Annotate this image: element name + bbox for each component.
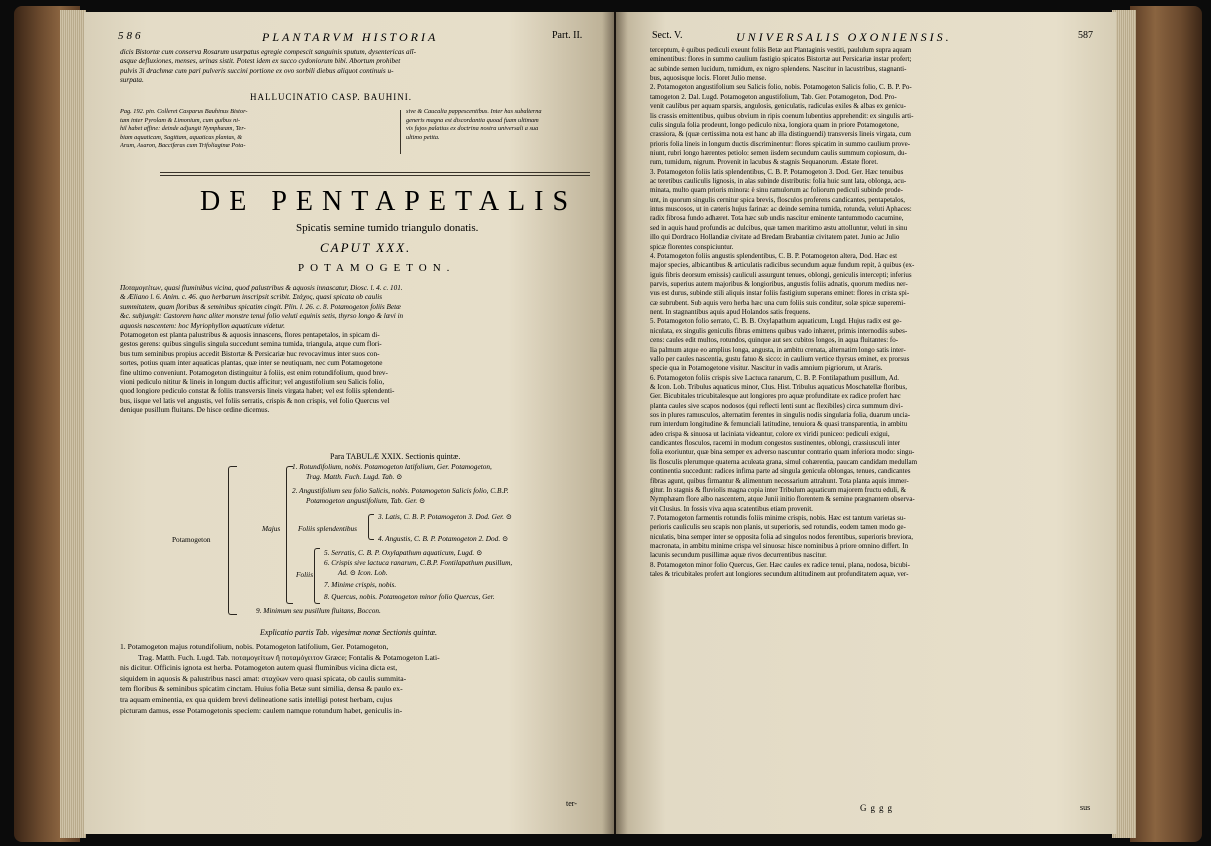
- text-line: ac teretibus cauliculis lignosis, in alas subinde distributis: folia huic sunt lata, oblonga, acu-: [650, 177, 907, 186]
- text-line: candicantes flosculos, racemi in modum congestos sustinentes, oblongi, crassiusculi inter: [650, 439, 901, 448]
- table-row: 4. Angustis, C. B. P. Potamogeton 2. Dod. ⊙: [378, 534, 509, 543]
- text-line: quod longiore pediculo constat & foliis transversis lineis virgata habet; vel est foliis splendenti-: [120, 387, 395, 396]
- text-line: 4. Potamogeton foliis angustis splendentibus, C. B. P. Potamogeton altera, Dod. Hæc est: [650, 251, 898, 260]
- intro-paragraph: [120, 284, 588, 416]
- text-line: Pag. 192. pin. Colleret Casparus Bauhinus Bistor-: [120, 108, 248, 115]
- text-line: prioris folia lineis in longum ductis discriminentur: flores spicatim in summo caulium prove-: [650, 139, 911, 148]
- table-row: 3. Latis, C. B. P. Potamogeton 3. Dod. Ger. ⊙: [378, 512, 512, 521]
- text-line: surpata.: [120, 76, 144, 85]
- text-line: asque defluxiones, menses, urinas sistit. Potest idem ex succo cydoniorum bibi. Abortum prohibet: [120, 57, 401, 66]
- text-line: ac subinde semen lucidum, tumidum, ex nigro splendens. Nascitur in lacustribus, stagnanti-: [650, 64, 907, 73]
- text-line: generis magna est discordantia quoad fuam ultimam: [406, 116, 539, 124]
- left-part-label: Part. II.: [552, 30, 583, 41]
- text-line: tem floribus & seminibus spicatim cinctam. Huius folia Betæ sunt similia, densa & paulo ex-: [120, 684, 403, 694]
- text-line: denique pusillum fluitans. De hisce ordine dicemus.: [120, 406, 270, 415]
- table-row: 6. Crispis sive lactuca ranarum, C.B.P. Fontilapathum pusillum,: [324, 558, 513, 567]
- page-edges-left: [60, 10, 86, 838]
- text-line: & Icon. Lob. Tribulus aquaticus minor, Clus. Hist. Tribulus aquaticus Moschatellæ floribus,: [650, 382, 907, 391]
- text-line: perioris cauliculis seu scapis non planis, ut superioris, sed rotundis, eodem tamen modo ge-: [650, 523, 906, 532]
- text-line: tales & tricubitales profert aut longiores secundum altitudinem aut profunditatem aquæ, ver-: [650, 570, 909, 579]
- table-row: 5. Serratis, C. B. P. Oxylapathum aquaticum, Lugd. ⊙: [324, 548, 483, 557]
- text-line: dicis Bistortæ cum conserva Rosarum usurpatus egregie compescit sanguinis sputum, dysentericas alī-: [120, 48, 416, 56]
- text-line: planta caules sive scapos nodosos (qui reflecti lenti sunt ac flexibiles) circa summum divi-: [650, 401, 903, 410]
- text-line: rum interdum longitudine & femunciali latitudine, tenuiora & quasi transparentia, in ambitu: [650, 420, 908, 429]
- text-line: 7. Potamogeton farmentis rotundis foliis minime crispis, nobis. Hæc est tantum varietas su-: [650, 513, 906, 522]
- table-row: 9. Minimum seu pusillum fluitans, Boccon.: [256, 606, 381, 615]
- explicatio-heading: Explicatio partis Tab. vigesimæ nonæ Sectionis quintæ.: [260, 628, 438, 637]
- text-line: adeo crispa & sinuosa ut laciniata videantur, colore ex viridi puniceo: pediculi exigui,: [650, 429, 890, 438]
- text-line: culis singula folia prodeunt, longo pediculo nixa, longiora quam in priore Potamogetone,: [650, 120, 899, 129]
- hallucinatio-left-column: [120, 108, 395, 151]
- column-divider: [400, 110, 401, 154]
- text-line: sive & Caucalia pappescentibus. Inter has subalterna: [406, 108, 542, 115]
- table-row: 1. Rotundifolium, nobis. Potamogeton latifolium, Ger. Potamogeton,: [292, 462, 492, 471]
- table-brace: [314, 548, 320, 604]
- right-running-title: UNIVERSALIS OXONIENSIS.: [736, 30, 952, 44]
- table-splendentibus-label: Foliis splendentibus: [298, 524, 357, 533]
- text-line: folia exoriuntur, quæ bina semper ex adverso nascuntur contrario quam inferiora modo: singu-: [650, 448, 915, 457]
- text-line: bus, aquosisque locis. Floret Julio mense.: [650, 74, 767, 83]
- text-line: niculatis, bina semper inter se opposita folia ad singulos nodos ferentibus, superioris breviora,: [650, 532, 914, 541]
- text-line: rum, tumidum, nigrum. Provenit in lacubus & stagnis Sequanorum. Æstate floret.: [650, 158, 879, 167]
- right-page-number: 587: [1078, 30, 1093, 41]
- text-line: 1. Potamogeton majus rotundifolium, nobis. Potamogeton latifolium, Ger. Potamogeton,: [120, 642, 389, 651]
- text-line: pulvis 3i drachmæ cum pari pulveris succini portione ex ovo sorbili diebus aliquot continuis u-: [120, 66, 394, 75]
- table-row: 2. Angustifolium seu folio Salicis, nobis. Potamogeton Salicis folio, C.B.P.: [292, 486, 509, 495]
- text-line: bus tum seminibus propius accedit Bistortæ & Persicariæ huc revocavimus inter suos con-: [120, 349, 380, 358]
- text-line: aquosis nascentem: hoc Myriophyllon aquaticum videtur.: [120, 321, 285, 330]
- text-line: & Æliano l. 6. Anim. c. 46. quo herbarum inscripsit scribit. Στάχυς, quasi spicata ob caulis: [120, 293, 382, 302]
- signature-mark: Gggg: [860, 803, 896, 813]
- table-brace: [228, 466, 237, 615]
- left-top-paragraph: [120, 48, 588, 86]
- genus-title: POTAMOGETON.: [298, 262, 456, 274]
- text-line: illo qui Dordraco Hollandiæ civitate ad Bredam Brabantiæ civitatem patet. Junio ac Julio: [650, 233, 900, 242]
- text-line: crassiora, & (quæ certissima nota est hanc ab illa distinguendi) transversis lineis virgata, cum: [650, 130, 911, 139]
- text-line: siquidem in aquosis & palustribus nasci amat: σταχύων vero quasi spicata, ob caulis summita-: [120, 673, 407, 683]
- text-line: gestos gerens: quibus singulis singula succedunt semina tumida, triangula, atque cum flori-: [120, 340, 382, 349]
- text-line: vit Clusius. In fossis viva aqua scatentibus etiam provenit.: [650, 504, 813, 513]
- text-line: sed in aquis haud profundis ac dulcibus, quæ tamen maritimo æstu attolluntur, veluti in sinu: [650, 223, 908, 232]
- text-line: intus muscosos, ut in cæteris hujus farinæ: ac deinde semina tumida, rotunda, veluti Aphaces:: [650, 205, 912, 214]
- text-line: Arum, Asaron, Bacciferas cum Trifoliaginæ Pota-: [120, 142, 246, 150]
- text-line: vioni pediculo nititur & lineis in longum ductis afficitur; vel angustifolium seu Salicis folio,: [120, 378, 385, 387]
- text-line: nent. In stagnantibus aquis apud Holandos satis frequens.: [650, 308, 811, 317]
- right-catchword: sus: [1080, 803, 1091, 812]
- hallucinatio-heading: HALLUCINATIO CASP. BAUHINI.: [250, 92, 412, 102]
- text-line: terceptum, è quibus pediculi exeunt foliis Betæ aut Plantaginis vestiti, paululum supra aquam: [650, 46, 912, 54]
- text-line: Ποταμογείτων, quasi fluminibus vicina, quod palustribus & aquosis innascatur, Diosc. l. 4. c. 101.: [120, 284, 403, 292]
- text-line: 8. Potamogeton minor folio Quercus, Ger. Hæc caules ex radice tenui, plana, nodosa, bicubi-: [650, 560, 910, 569]
- text-line: unt, in quorum singulis cernitur spica brevis, flosculos proferens candicantes, pentapetalos,: [650, 195, 906, 204]
- table-row: 8. Quercus, nobis. Potamogeton minor folio Quercus, Ger.: [324, 592, 495, 601]
- table-row: 7. Minime crispis, nobis.: [324, 580, 397, 589]
- text-line: tra aquam eminentia, ex qua quidem brevi delineatione satis intelligi potest herbam, cujus: [120, 694, 393, 704]
- text-line: radix fibrosa fundo adhæret. Tota hæc sub undis nascitur eminente tantummodo cacumine,: [650, 214, 904, 223]
- table-majus-label: Majus: [262, 524, 281, 533]
- text-line: lis crassis emittentibus, quibus obvium in ripis coenum lubentius apprehendit: ex singulis arti-: [650, 111, 914, 120]
- text-line: picturam damus, esse Potamogetonis speciem: caulem namque rotundum habet, geniculis in-: [120, 705, 403, 715]
- left-running-title: PLANTARVM HISTORIA: [262, 30, 439, 44]
- book-gutter: [602, 12, 628, 834]
- table-foliis-label: Foliis: [296, 570, 314, 579]
- table-root-label: Potamogeton: [172, 535, 211, 544]
- text-line: fibras agunt, quibus firmantur & alimentum necessarium attrahunt. Tota planta aquis immer-: [650, 476, 909, 485]
- table-row: Trag. Matth. Fuch. Lugd. Tab. ⊙: [306, 472, 403, 481]
- text-line: gitur. In stagnis & fluviolis magna copia inter Tribulum aquaticum majorem fructu eduli, &: [650, 485, 907, 494]
- text-line: eminentibus: flores in summo caulium fastigio spicatos Bistortæ aut Persicariæ instar profert;: [650, 55, 912, 64]
- chapter-subtitle: Spicatis semine tumido triangulo donatis.: [296, 222, 479, 234]
- right-section-label: Sect. V.: [652, 30, 683, 41]
- text-line: major species, albicantibus & articulatis radicibus secundum aquæ fundum repit, à quibus (ex-: [650, 261, 915, 270]
- text-line: 6. Potamogeton foliis crispis sive Lactuca ranarum, C. B. P. Fontilapathum pusillum, Ad.: [650, 373, 900, 382]
- text-line: cæ subrubent. Sub aquis vero herba hæc una cum foliis suis conditur, solæ spicæ superemi-: [650, 298, 906, 307]
- classification-table: [172, 462, 582, 617]
- book-cover-right: [1130, 6, 1202, 842]
- text-line: lia palmum atque eo amplius longa, angusta, in ambitu crenata, alternatim longo satis inter-: [650, 345, 906, 354]
- text-line: bus, iisque vel latis vel angustis, vel foliis serratis, crispis & non crispis, vel folio Quercus vel: [120, 396, 390, 405]
- table-heading: Para TABULÆ XXIX. Sectionis quintæ.: [330, 452, 461, 461]
- text-line: Nymphæam flore albo nascentem, atque Junii initio florentem & semine prægnantem observa-: [650, 495, 915, 504]
- text-line: Trag. Matth. Fuch. Lugd. Tab. ποταμογείτων ἢ ποταμόγειτον Græce; Fontalis & Potamogeton Lati-: [138, 652, 440, 662]
- text-line: fine ultimo conveniunt. Potamogeton distinguitur à foliis, est enim rotundifolium, quod brev-: [120, 368, 388, 377]
- text-line: vallo per caules nascentia, gustu fatuo & sicco: in caulium vertice thyrsus eminet, ex prorsus: [650, 354, 910, 363]
- hallucinatio-right-column: [406, 108, 588, 142]
- text-line: Potamogeton est planta palustribus & aquosis innascens, flores pentapetalos, in spicam di-: [120, 331, 380, 340]
- text-line: spicæ florentes conspiciuntur.: [650, 242, 734, 251]
- text-line: 2. Potamogeton angustifolium seu Salicis folio, nobis. Potamogeton Salicis folio, C. B. P. Po-: [650, 83, 912, 92]
- text-line: biam aquaticam, Sagittam, aquaticas plantas, &: [120, 133, 243, 141]
- text-line: vus est durus, subinde stili aliquis instar foliis fastigium superans eminet: flores in crista spi-: [650, 289, 910, 298]
- text-line: vis fujos palatius ex doctrina nostra universali a sua: [406, 125, 539, 133]
- text-line: minata, multo quam prioris minora: è sinu ramulorum ac foliorum pediculi subinde prode-: [650, 186, 903, 195]
- text-line: venit caulibus per aquam sparsis, angulosis, geniculatis, radiculas exiles & albas ex genicu-: [650, 102, 907, 111]
- text-line: continentia succedunt: radices infima parte ad singula genicula oblongas, tenues, candicantes: [650, 467, 911, 476]
- table-row: Ad. ⊙ Icon. Lob.: [338, 568, 388, 577]
- text-line: lis flosculis plerumque quaterna aculeata grana, simul cohærentia, paucam candidam medullam: [650, 457, 918, 466]
- separator-rule: [160, 172, 590, 173]
- text-line: lacunis secundum pusillimæ aquæ rivos decurrentibus nascitur.: [650, 551, 827, 560]
- text-line: cens: caules edit multos, rotundos, quinque aut sex cubitos longos, in aqua fluitantes: fo-: [650, 336, 899, 345]
- text-line: 3. Potamogeton foliis latis splendentibus, C. B. P. Potamogeton 3. Dod. Ger. Hæc tenuibus: [650, 167, 904, 176]
- text-line: niculata, ex singulis geniculis fibras emittens quibus vado inhæret, primis internodiis subes-: [650, 326, 908, 335]
- text-line: niunt, rubri longo hærentes petiolo: semen iisdem secundum caulis summum copiosum, du-: [650, 148, 907, 157]
- text-line: tam inter Pyrolam & Limonium, cum quibus ni-: [120, 116, 241, 124]
- text-line: Ger. Bicubitales tricubitalesque aut longiores pro aquæ profunditate ex radice profert hæc: [650, 392, 901, 401]
- right-page-text: [650, 46, 1100, 579]
- table-row: Potamogeton angustifolium, Tab. Ger. ⊙: [306, 496, 426, 505]
- text-line: parvis, superius autem majoribus & longioribus, angustis foliis adnatis, quorum medius ner-: [650, 279, 908, 288]
- text-line: ultimo petita.: [406, 133, 440, 141]
- text-line: iguis fibris deorsum emissis) cauliculi assurgunt tenues, oblongi, geniculis intercepti; inferius: [650, 270, 912, 279]
- text-line: 5. Potamogeton folio serrato, C. B. B. Oxylapathum aquaticum, Lugd. Hujus radix est ge-: [650, 317, 902, 326]
- text-line: sortes, potius quam inter aquaticas plantas, quæ inter se neutiquam, nec cum Potamogetone: [120, 359, 383, 368]
- table-brace: [368, 514, 374, 540]
- explicatio-paragraph: [120, 642, 588, 716]
- text-line: nis dicitur. Officinis ignota est herba. Potamogeton autem quasi fluminibus vicina dicta est,: [120, 663, 398, 673]
- left-catchword: ter-: [566, 799, 577, 808]
- text-line: hil habet affine: deinde adjungit Nymphæam, Ter-: [120, 125, 246, 133]
- text-line: sos in plures ramusculos, alternatim ferentes in singulis nodis singularia folia, duarum uncia-: [650, 411, 911, 420]
- text-line: tamogeton 2. Dal. Lugd. Potamogeton angustifolium, Tab. Ger. Potamogeton, Dod. Pro-: [650, 92, 897, 101]
- chapter-number: CAPUT XXX.: [320, 240, 412, 255]
- chapter-big-title: DE PENTAPETALIS: [200, 186, 578, 217]
- separator-rule: [160, 175, 590, 176]
- text-line: specie qua in Potamogetone visitur. Nascitur in vadis amnium pigriorum, ut Araris.: [650, 364, 883, 373]
- text-line: summitatem, quam floribus & seminibus spicatim cingit. Plin. l. 26. c. 8. Potamogeton foliis Betæ: [120, 302, 401, 311]
- left-page-number: 586: [118, 30, 144, 42]
- text-line: &c. subjungit: Castorem hanc aliter monstre tenui folio veluti equinis setis, thyrso longo & lævi in: [120, 312, 404, 321]
- text-line: macronata, in ambitu minime crispa vel sinuosa: hisce nominibus à priore omnino differt. In: [650, 542, 909, 551]
